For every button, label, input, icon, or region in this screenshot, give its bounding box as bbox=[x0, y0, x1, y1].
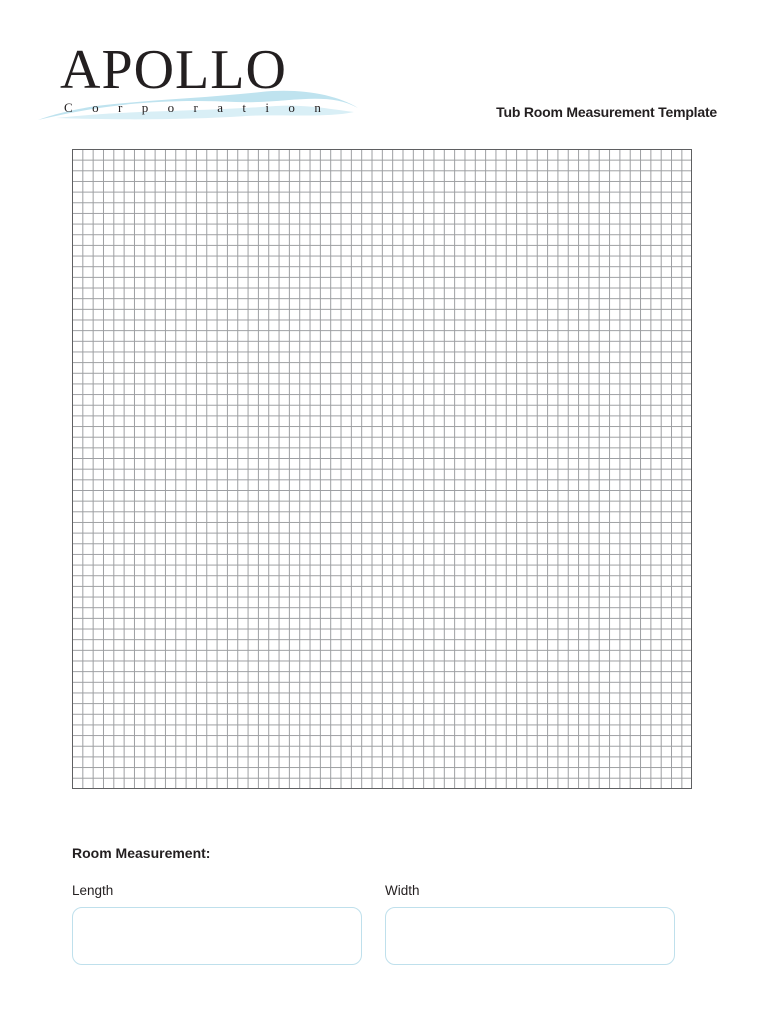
length-field[interactable] bbox=[72, 907, 362, 965]
width-label: Width bbox=[385, 883, 420, 898]
apollo-logo bbox=[36, 40, 366, 130]
logo-wordmark: APOLLO bbox=[60, 39, 287, 101]
measurement-grid[interactable] bbox=[72, 149, 692, 789]
width-field[interactable] bbox=[385, 907, 675, 965]
document-title: Tub Room Measurement Template bbox=[496, 104, 717, 120]
length-label: Length bbox=[72, 883, 114, 898]
logo-subtitle: Corporation bbox=[64, 100, 341, 115]
room-measurement-heading: Room Measurement: bbox=[72, 845, 211, 861]
